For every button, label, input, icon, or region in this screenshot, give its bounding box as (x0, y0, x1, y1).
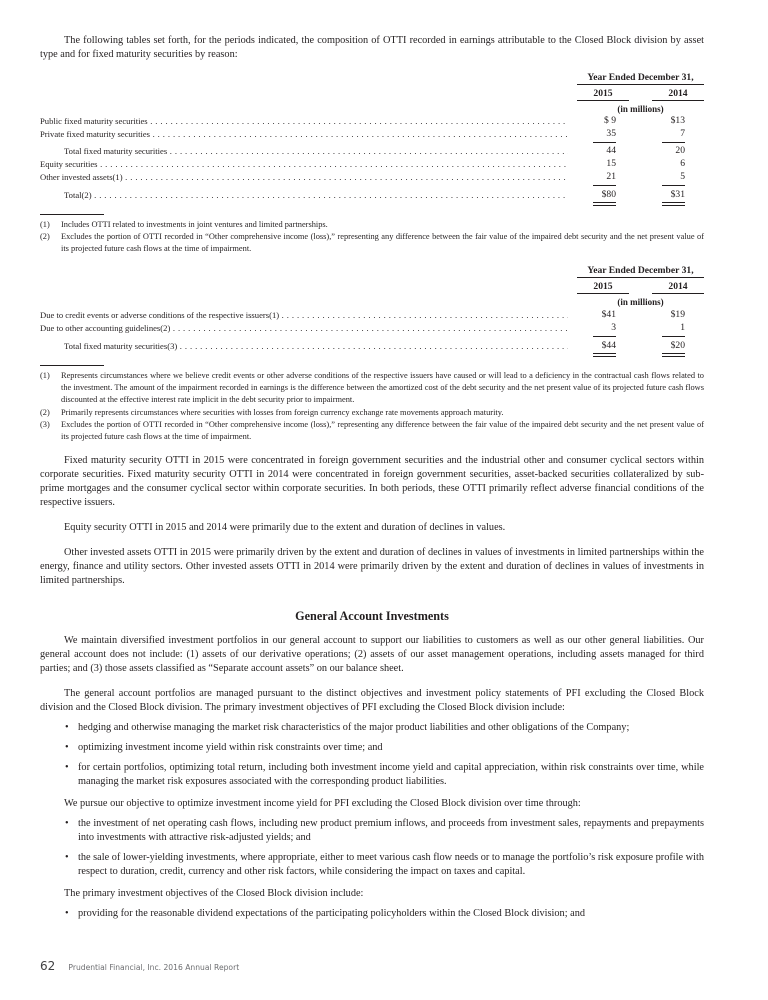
footnote-number: (1) (40, 220, 50, 229)
section-paragraph-3: We pursue our objective to optimize investment income yield for PFI excluding the Closed Block division over time through: (64, 798, 581, 809)
value-2015: 15 (606, 158, 616, 169)
section-paragraph-4: The primary investment objectives of the Closed Block division include: (64, 888, 364, 899)
value-2014: $31 (655, 189, 685, 201)
units-label: (in millions) (617, 297, 664, 307)
pfi-objectives-list (64, 721, 704, 789)
value-2014: $19 (670, 309, 685, 320)
other-invested-paragraph: Other invested assets OTTI in 2015 were primarily driven by the extent and duration of declines in values of investments in limited partnerships within the energy, finance and utility sectors. Other invested assets OTTI in 2014 were primarily driven by the extent and duration of declines in values of investments in limited partnerships. (40, 547, 704, 586)
footnote-number: (2) (40, 232, 50, 242)
col-2015-header: 2015 (577, 281, 629, 294)
section-paragraph-2: The general account portfolios are managed pursuant to the distinct objectives and investment policy statements of PFI excluding the Closed Block division and the Closed Block division. The primary investment objectives of PFI excluding the Closed Block division include: (40, 688, 704, 713)
value-2015: 44 (606, 145, 616, 156)
list-item: • optimizing investment income yield within risk constraints over time; and (64, 741, 704, 755)
page-footer (40, 955, 239, 974)
row-label: Public fixed maturity securities . . . (40, 115, 568, 127)
col-2015-header: 2015 (577, 88, 629, 101)
list-item: • hedging and otherwise managing the market risk characteristics of the major product liabilities and other obligations of the Company; (64, 721, 704, 735)
value-2014: 6 (680, 158, 685, 169)
footer-text: Prudential Financial, Inc. 2016 Annual Report (68, 963, 240, 972)
value-2014: $20 (655, 340, 685, 352)
row-label: Other invested assets(1) . . . (40, 171, 568, 183)
table-row-subtotal (40, 145, 704, 157)
value-2014: $13 (670, 115, 685, 126)
table-row (40, 309, 704, 321)
equity-paragraph: Equity security OTTI in 2015 and 2014 were primarily due to the extent and duration of declines in values. (64, 522, 506, 533)
footnote (40, 219, 704, 231)
footnote-text: Represents circumstances where we believe credit events or other adverse conditions of the respective issuers have caused or will lead to a deficiency in the contractual cash flows related to the investment. The amount of the impairment recorded in earnings is the difference between the amortized cost of the debt security and the net present value of its projected future cash flows discounted at the effective interest rate implicit in the debt security prior to impairment. (61, 371, 704, 405)
list-item: • providing for the reasonable dividend expectations of the participating policyholders within the Closed Block division; and (64, 907, 704, 921)
footnote-divider (40, 365, 104, 366)
row-label: Total(2) . . . (64, 189, 568, 201)
general-account-section (40, 634, 704, 927)
footnote-text: Includes OTTI related to investments in joint ventures and limited partnerships. (61, 220, 328, 229)
closed-block-objectives-list (64, 907, 704, 921)
footnote-number: (2) (40, 407, 50, 417)
units-label: (in millions) (617, 104, 664, 114)
table-row (40, 128, 704, 140)
row-label: Due to credit events or adverse conditions of the respective issuers(1) . . . (40, 309, 568, 321)
value-2014: 20 (675, 145, 685, 156)
value-2015: 21 (586, 171, 616, 183)
section-heading: General Account Investments (295, 609, 449, 623)
row-label: Equity securities . . . (40, 158, 568, 170)
footnote-number: (3) (40, 419, 50, 429)
value-2015: 35 (586, 128, 616, 140)
value-2014: 1 (655, 322, 685, 334)
intro-paragraph: The following tables set forth, for the periods indicated, the composition of OTTI recorded in earnings attributable to the Closed Block division by asset type and for fixed maturity securities by reason: (40, 35, 704, 60)
row-label: Due to other accounting guidelines(2) . . . (40, 322, 568, 334)
table-header (577, 72, 704, 114)
table1-footnotes (40, 219, 704, 256)
value-2015: $80 (586, 189, 616, 201)
footnote-text: Excludes the portion of OTTI recorded in “Other comprehensive income (loss),” representing any difference between the fair value of the impaired debt security and the net present value of its projected future cash flows at the time of impairment. (61, 232, 704, 254)
table-header (577, 265, 704, 307)
value-2015: 3 (586, 322, 616, 334)
row-label: Total fixed maturity securities(3) . . . (64, 340, 568, 352)
col-2014-header: 2014 (652, 88, 704, 101)
value-2015: $44 (586, 340, 616, 352)
otti-commentary (40, 454, 704, 588)
list-item: • for certain portfolios, optimizing total return, including both investment income yield and capital appreciation, within risk constraints over time, while managing the market risk exposures associated with the corresponding product liabilities. (64, 761, 704, 789)
yield-methods-list (64, 817, 704, 879)
table-row (40, 322, 704, 334)
table-row-total (40, 189, 704, 201)
row-label: Private fixed maturity securities . . . (40, 128, 568, 140)
footnote (40, 407, 704, 419)
list-item: • the sale of lower-yielding investments, where appropriate, either to meet various cash flow needs or to manage the portfolio’s risk exposure profile with respect to duration, credit, currency and other risk factors, while considering the impact on taxes and capital. (64, 851, 704, 879)
footnote (40, 231, 704, 255)
footnote (40, 370, 704, 407)
col-2014-header: 2014 (652, 281, 704, 294)
row-label: Total fixed maturity securities . . . (64, 145, 568, 157)
value-2015: $41 (601, 309, 616, 320)
value-2014: 5 (655, 171, 685, 183)
list-item: • the investment of net operating cash flows, including new product premium inflows, and proceeds from investment sales, repayments and prepayments into investments with attractive risk-adjusted yields; and (64, 817, 704, 845)
footnote-number: (1) (40, 371, 50, 380)
year-ended-header: Year Ended December 31, (577, 265, 704, 278)
value-2015: $ 9 (604, 115, 616, 126)
table-row (40, 115, 704, 127)
value-2014: 7 (655, 128, 685, 140)
fixed-maturity-paragraph: Fixed maturity security OTTI in 2015 were concentrated in foreign government securities and the industrial other and consumer cyclical sectors within corporate securities. Fixed maturity security OTTI in 2014 were concentrated in foreign government securities, asset-backed securities collateralized by sub-prime mortgages and the consumer cyclical sector within corporate securities. In both periods, these OTTI primarily reflect adverse financial conditions of the respective issuers. (40, 455, 704, 508)
table-row (40, 158, 704, 170)
footnote-text: Primarily represents circumstances where securities with losses from foreign currency exchange rate movements approach maturity. (61, 407, 504, 417)
footnote-divider (40, 214, 104, 215)
footnote (40, 419, 704, 443)
section-paragraph-1: We maintain diversified investment portfolios in our general account to support our liabilities to customers as well as our other general liabilities. Our general account does not include: (1) assets of our derivative operations; (2) assets of our asset management operations, including assets managed for third parties; and (3) those assets classified as “Separate account assets” on our balance sheet. (40, 635, 704, 674)
table-row-total (40, 340, 704, 352)
table2-footnotes (40, 370, 704, 443)
year-ended-header: Year Ended December 31, (577, 72, 704, 85)
table-row (40, 171, 704, 183)
page-number: 62 (40, 959, 56, 973)
footnote-text: Excludes the portion of OTTI recorded in “Other comprehensive income (loss),” representing any difference between the fair value of the impaired debt security and the net present value of its projected future cash flows at the time of impairment. (61, 419, 704, 442)
